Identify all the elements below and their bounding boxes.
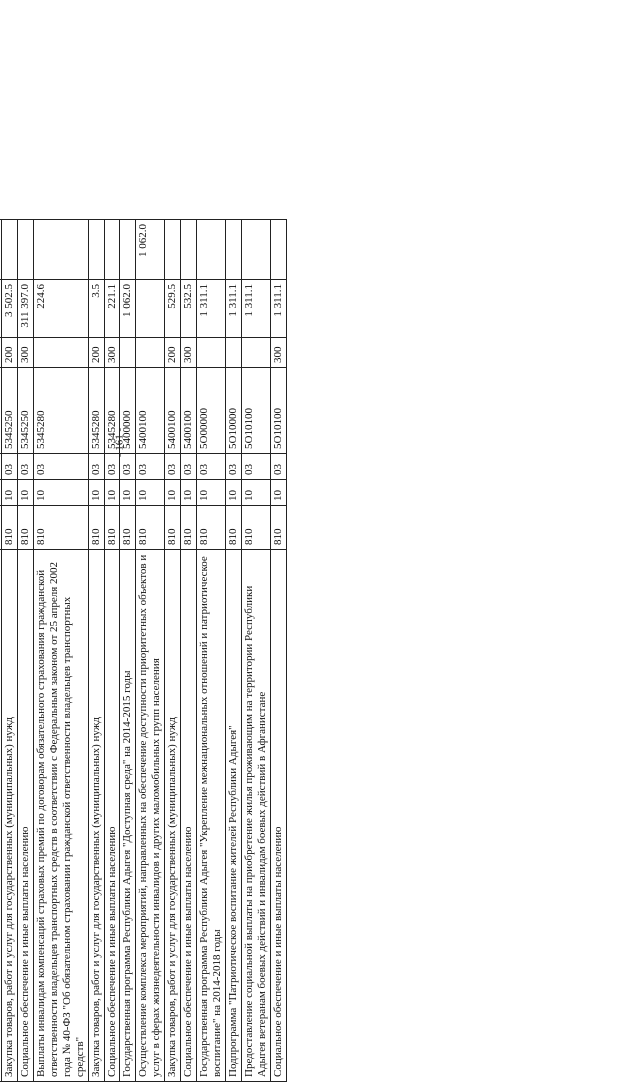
row-amount: 1 311.1 xyxy=(226,280,242,338)
row-target-article: 5345250 xyxy=(17,368,33,454)
row-section-code: 10 xyxy=(88,480,104,506)
row-ministry-code: 810 xyxy=(88,506,104,550)
row-amount-total xyxy=(165,220,181,280)
row-description: Предоставление социальной выплаты на приобретение жилья проживающим на территории Республики Адыгея ветеранам боевых действий и инвалидам боевых действий в Афганистане xyxy=(242,550,271,1082)
table-row xyxy=(88,220,104,1082)
row-ministry-code: 810 xyxy=(136,506,165,550)
row-amount: 311 397.0 xyxy=(17,280,33,338)
table-row xyxy=(120,220,136,1082)
row-subsection-code: 03 xyxy=(165,454,181,480)
row-ministry-code: 810 xyxy=(120,506,136,550)
table-row xyxy=(197,220,226,1082)
row-ministry-code: 810 xyxy=(226,506,242,550)
table-row xyxy=(181,220,197,1082)
row-expense-type: 300 xyxy=(17,338,33,368)
row-description: Государственная программа Республики Адыгея "Укрепление межнациональных отношений и патриотическое воспитание" на 2014-2018 годы xyxy=(197,550,226,1082)
row-expense-type: 300 xyxy=(271,338,287,368)
row-subsection-code: 03 xyxy=(136,454,165,480)
row-expense-type: 200 xyxy=(1,338,17,368)
row-amount-total xyxy=(242,220,271,280)
row-subsection-code: 03 xyxy=(226,454,242,480)
row-subsection-code: 03 xyxy=(17,454,33,480)
table-row xyxy=(136,220,165,1082)
row-description: Закупка товаров, работ и услуг для государственных (муниципальных) нужд xyxy=(1,550,17,1082)
row-amount: 1 311.1 xyxy=(271,280,287,338)
row-amount-total xyxy=(197,220,226,280)
page-number: - 161 - xyxy=(113,427,126,458)
row-ministry-code: 810 xyxy=(181,506,197,550)
table-row xyxy=(271,220,287,1082)
row-subsection-code: 03 xyxy=(1,454,17,480)
row-amount-total xyxy=(271,220,287,280)
table-row xyxy=(165,220,181,1082)
row-section-code: 10 xyxy=(226,480,242,506)
row-amount-total xyxy=(226,220,242,280)
row-amount-total xyxy=(17,220,33,280)
row-ministry-code: 810 xyxy=(165,506,181,550)
row-target-article: 5345250 xyxy=(1,368,17,454)
row-section-code: 10 xyxy=(33,480,88,506)
row-amount-total: 1 062.0 xyxy=(136,220,165,280)
table-body xyxy=(0,220,287,1082)
row-expense-type xyxy=(120,338,136,368)
row-ministry-code: 810 xyxy=(104,506,120,550)
row-target-article: 5O00000 xyxy=(197,368,226,454)
row-subsection-code: 03 xyxy=(120,454,136,480)
row-section-code: 10 xyxy=(120,480,136,506)
row-section-code: 10 xyxy=(136,480,165,506)
row-section-code: 10 xyxy=(242,480,271,506)
row-expense-type: 300 xyxy=(104,338,120,368)
budget-table xyxy=(0,219,287,1082)
row-target-article: 5345280 xyxy=(88,368,104,454)
table-row xyxy=(104,220,120,1082)
row-description: Выплаты инвалидам компенсаций страховых премий по договорам обязательного страхования гражданской ответственности владельцев транспортных средств в соответствии с Федеральным законом от 25 апреля 2002 года № 40-ФЗ "Об обязательном страховании гражданской ответственности владельцев транспортных средств" xyxy=(33,550,88,1082)
row-amount-total xyxy=(33,220,88,280)
table-row xyxy=(17,220,33,1082)
row-subsection-code: 03 xyxy=(104,454,120,480)
row-target-article: 5345280 xyxy=(33,368,88,454)
row-amount: 3.5 xyxy=(88,280,104,338)
table-row xyxy=(242,220,271,1082)
row-subsection-code: 03 xyxy=(181,454,197,480)
row-subsection-code: 03 xyxy=(271,454,287,480)
row-description: Социальное обеспечение и иные выплаты населению xyxy=(271,550,287,1082)
row-ministry-code: 810 xyxy=(17,506,33,550)
row-amount-total xyxy=(104,220,120,280)
row-description: Подпрограмма "Патриотическое воспитание жителей Республики Адыгея" xyxy=(226,550,242,1082)
row-amount: 532.5 xyxy=(181,280,197,338)
row-expense-type xyxy=(33,338,88,368)
row-amount-total xyxy=(1,220,17,280)
row-amount: 1 062.0 xyxy=(120,280,136,338)
row-amount xyxy=(136,280,165,338)
row-amount: 3 502.5 xyxy=(1,280,17,338)
row-amount: 224.6 xyxy=(33,280,88,338)
row-subsection-code: 03 xyxy=(33,454,88,480)
row-amount-total xyxy=(181,220,197,280)
row-target-article: 5345280 xyxy=(104,368,120,454)
row-target-article: 5400000 xyxy=(120,368,136,454)
row-target-article: 5O10000 xyxy=(226,368,242,454)
row-description: Закупка товаров, работ и услуг для государственных (муниципальных) нужд xyxy=(88,550,104,1082)
row-description: Социальное обеспечение и иные выплаты населению xyxy=(181,550,197,1082)
row-expense-type xyxy=(226,338,242,368)
row-description: Социальное обеспечение и иные выплаты населению xyxy=(104,550,120,1082)
row-target-article: 5O10100 xyxy=(242,368,271,454)
row-ministry-code: 810 xyxy=(1,506,17,550)
row-ministry-code: 810 xyxy=(242,506,271,550)
row-expense-type: 300 xyxy=(181,338,197,368)
row-target-article: 5400100 xyxy=(165,368,181,454)
row-expense-type xyxy=(136,338,165,368)
row-description: Государственная программа Республики Адыгея "Доступная среда" на 2014-2015 годы xyxy=(120,550,136,1082)
row-ministry-code: 810 xyxy=(271,506,287,550)
row-expense-type: 200 xyxy=(88,338,104,368)
row-section-code: 10 xyxy=(181,480,197,506)
table-row xyxy=(226,220,242,1082)
row-amount-total xyxy=(88,220,104,280)
row-subsection-code: 03 xyxy=(197,454,226,480)
table-row xyxy=(33,220,88,1082)
row-section-code: 10 xyxy=(1,480,17,506)
table-row xyxy=(1,220,17,1082)
row-section-code: 10 xyxy=(197,480,226,506)
row-description: Закупка товаров, работ и услуг для государственных (муниципальных) нужд xyxy=(165,550,181,1082)
row-target-article: 5400100 xyxy=(181,368,197,454)
row-subsection-code: 03 xyxy=(242,454,271,480)
row-ministry-code: 810 xyxy=(197,506,226,550)
row-expense-type: 200 xyxy=(165,338,181,368)
row-expense-type xyxy=(242,338,271,368)
row-section-code: 10 xyxy=(17,480,33,506)
row-expense-type xyxy=(197,338,226,368)
row-section-code: 10 xyxy=(165,480,181,506)
row-amount: 221.1 xyxy=(104,280,120,338)
row-ministry-code: 810 xyxy=(33,506,88,550)
row-amount: 1 311.1 xyxy=(242,280,271,338)
row-section-code: 10 xyxy=(104,480,120,506)
row-amount-total xyxy=(120,220,136,280)
row-section-code: 10 xyxy=(271,480,287,506)
row-target-article: 5400100 xyxy=(136,368,165,454)
row-description: Осуществление комплекса мероприятий, направленных на обеспечение доступности приоритетных объектов и услуг в сферах жизнедеятельности инвалидов и других маломобильных групп населения xyxy=(136,550,165,1082)
row-description: Социальное обеспечение и иные выплаты населению xyxy=(17,550,33,1082)
row-subsection-code: 03 xyxy=(88,454,104,480)
row-amount: 1 311.1 xyxy=(197,280,226,338)
row-target-article: 5O10100 xyxy=(271,368,287,454)
row-amount: 529.5 xyxy=(165,280,181,338)
budget-table-rotated xyxy=(0,220,419,1082)
